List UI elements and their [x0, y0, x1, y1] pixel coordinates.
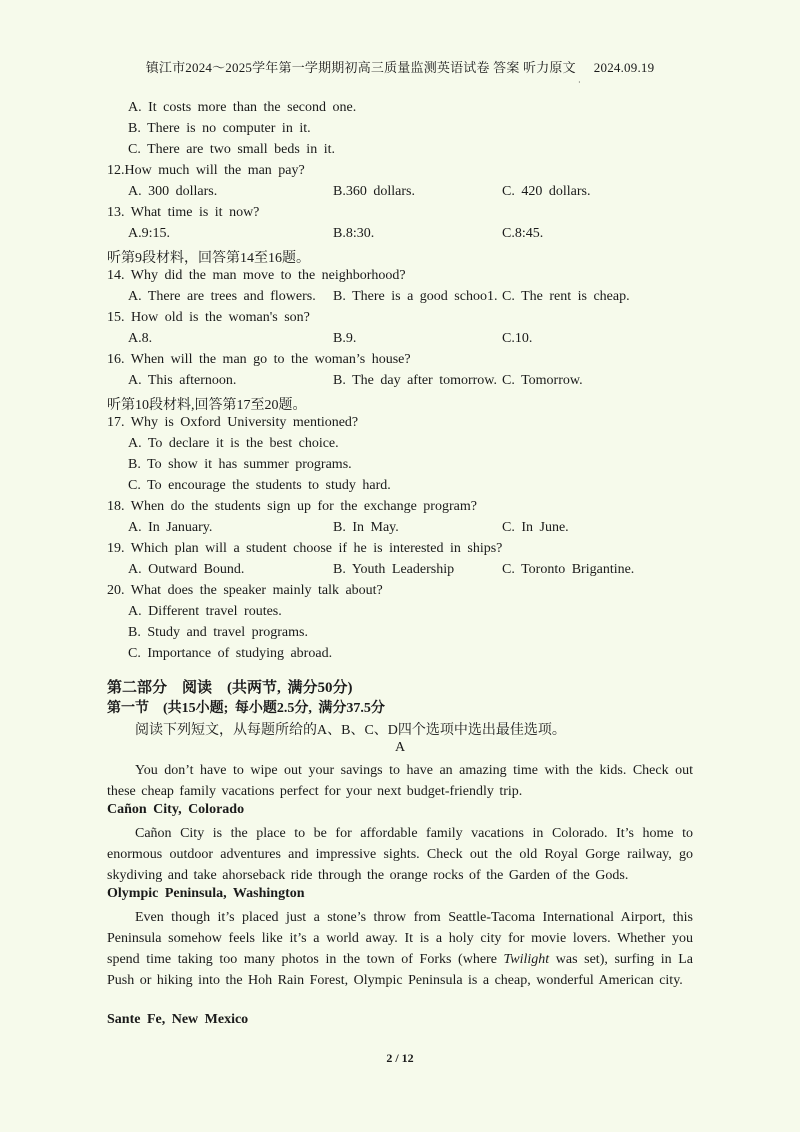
q20-stem: 20. What does the speaker mainly talk about? — [107, 583, 383, 598]
paragraph-text: was set), surfing in La Push or hiking into the Hoh Rain Forest, Olympic Peninsula is a cheap, wonderful American city. — [107, 952, 693, 988]
q17-option-c: C. To encourage the students to study hard. — [128, 478, 391, 493]
q18-option-b: B. In May. — [333, 520, 399, 535]
q20-option-b: B. Study and travel programs. — [128, 625, 308, 640]
q17-stem: 17. Why is Oxford University mentioned? — [107, 415, 359, 430]
q13-option-b: B.8:30. — [333, 226, 375, 241]
q19-option-a: A. Outward Bound. — [128, 562, 245, 577]
q16-stem: 16. When will the man go to the woman’s house? — [107, 352, 411, 367]
part-two-title: 第二部分 阅读 (共两节, 满分50分) — [107, 680, 353, 696]
paragraph-olympic-peninsula — [107, 907, 693, 991]
q20-option-a: A. Different travel routes. — [128, 604, 282, 619]
page-header — [0, 57, 800, 76]
heading-canon-city: Cañon City, Colorado — [107, 802, 245, 817]
passage-intro: You don’t have to wipe out your savings to have an amazing time with the kids. Check out these cheap family vacations perfect for your next budget-friendly trip. — [107, 763, 693, 799]
q19-option-c: C. Toronto Brigantine. — [502, 562, 635, 577]
q14-option-b: B. There is a good schoo1. — [333, 289, 498, 304]
q17-option-b: B. To show it has summer programs. — [128, 457, 352, 472]
q13-option-a: A.9:15. — [128, 226, 170, 241]
page-number: 2 / 12 — [386, 1051, 414, 1065]
paragraph-text: Even though it’s placed just a stone’s throw from Seattle-Tacoma International Airport, this Peninsula somehow feels like it’s a world away. It is a holy city for movie lovers. Whether you spend time taking too many photos in the town of Forks (where — [107, 910, 693, 967]
heading-olympic-peninsula: Olympic Peninsula, Washington — [107, 886, 305, 901]
q18-option-c: C. In June. — [502, 520, 569, 535]
passage-label: A — [394, 740, 406, 755]
q14-stem: 14. Why did the man move to the neighborhood? — [107, 268, 406, 283]
q17-option-a: A. To declare it is the best choice. — [128, 436, 339, 451]
q18-stem: 18. When do the students sign up for the exchange program? — [107, 499, 477, 514]
q15-option-a: A.8. — [128, 331, 153, 346]
italic-title: Twilight — [503, 952, 550, 967]
q15-stem: 15. How old is the woman's son? — [107, 310, 310, 325]
header-title: 镇江市2024～2025学年第一学期期初高三质量监测英语试卷 答案 听力原文 — [145, 60, 576, 75]
q16-option-a: A. This afternoon. — [128, 373, 237, 388]
instruction-section-9: 听第9段材料，回答第14至16题。 — [107, 251, 310, 266]
q16-option-c: C. Tomorrow. — [502, 373, 583, 388]
q11-option-b: B. There is no computer in it. — [128, 121, 311, 136]
q15-option-c: C.10. — [502, 331, 533, 346]
q12-option-a: A. 300 dollars. — [128, 184, 218, 199]
q13-option-c: C.8:45. — [502, 226, 544, 241]
header-date: 2024.09.19 — [593, 60, 655, 75]
instruction-section-10: 听第10段材料,回答第17至20题。 — [107, 398, 307, 413]
q11-option-a: A. It costs more than the second one. — [128, 100, 357, 115]
q19-stem: 19. Which plan will a student choose if he is interested in ships? — [107, 541, 503, 556]
heading-sante-fe: Sante Fe, New Mexico — [107, 1012, 249, 1027]
q14-option-a: A. There are trees and flowers. — [128, 289, 316, 304]
q19-option-b: B. Youth Leadership — [333, 562, 455, 577]
q18-option-a: A. In January. — [128, 520, 213, 535]
q13-stem: 13. What time is it now? — [107, 205, 260, 220]
q14-option-c: C. The rent is cheap. — [502, 289, 630, 304]
q15-option-b: B.9. — [333, 331, 357, 346]
section-one-title: 第一节 (共15小题; 每小题2.5分, 满分37.5分 — [107, 701, 385, 716]
q11-option-c: C. There are two small beds in it. — [128, 142, 335, 157]
q12-option-b: B.360 dollars. — [333, 184, 415, 199]
header-dot: · — [578, 78, 581, 87]
paragraph-canon-city: Cañon City is the place to be for affordable family vacations in Colorado. It’s home to enormous outdoor adventures and impressive sights. Check out the old Royal Gorge railway, go skydiving and take ahorseback ride through the orange rocks of the Garden of the Gods. — [107, 826, 693, 883]
q12-stem: 12.How much will the man pay? — [107, 163, 305, 178]
reading-instruction: 阅读下列短文，从每题所给的A、B、C、D四个选项中选出最佳选项。 — [135, 723, 566, 738]
q12-option-c: C. 420 dollars. — [502, 184, 591, 199]
q20-option-c: C. Importance of studying abroad. — [128, 646, 333, 661]
q16-option-b: B. The day after tomorrow. — [333, 373, 498, 388]
